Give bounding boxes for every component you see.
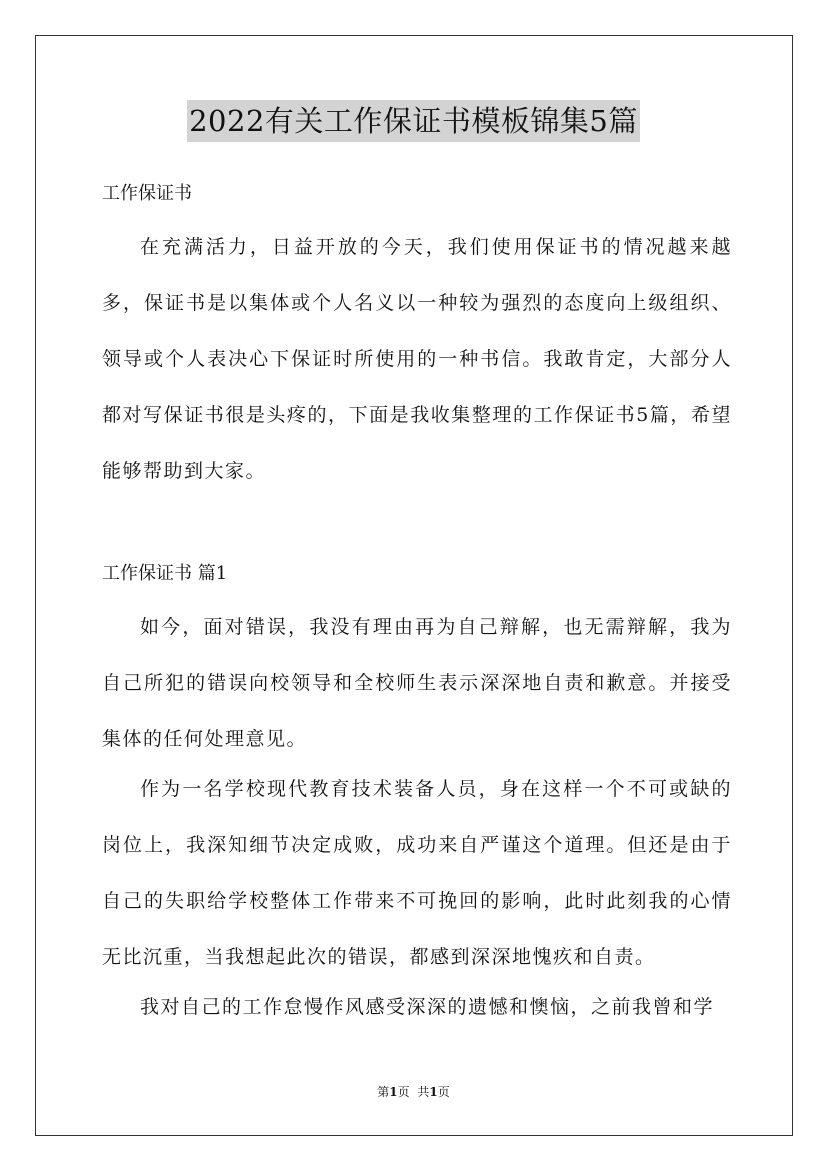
section1-paragraph-1: 如今，面对错误，我没有理由再为自己辩解，也无需辩解，我为自己所犯的错误向校领导和全校师生表示深深地自责和歉意。并接受集体的任何处理意见。 bbox=[102, 616, 732, 750]
section1-paragraph-2: 作为一名学校现代教育技术装备人员，身在这样一个不可或缺的岗位上，我深知细节决定成败，成功来自严谨这个道理。但还是由于自己的失职给学校整体工作带来不可挽回的影响，此时此刻我的心情无比沉重，当我想起此次的错误，都感到深深地愧疚和自责。 bbox=[102, 778, 732, 968]
total-pages: 1 bbox=[429, 1085, 438, 1099]
section1-heading: 工作保证书 篇1 bbox=[102, 563, 228, 584]
total-suffix: 页 bbox=[437, 1085, 450, 1099]
document-title: 2022有关工作保证书模板锦集5篇 bbox=[187, 100, 640, 142]
page-prefix: 第 bbox=[377, 1085, 390, 1099]
title-container bbox=[0, 100, 827, 142]
page-suffix: 页 bbox=[397, 1085, 410, 1099]
section1-paragraph-3: 我对自己的工作怠慢作风感受深深的遗憾和懊恼，之前我曾和学 bbox=[140, 996, 715, 1018]
page-footer bbox=[0, 1084, 827, 1100]
total-prefix: 共 bbox=[417, 1085, 430, 1099]
intro-heading: 工作保证书 bbox=[102, 183, 192, 204]
page-number: 1 bbox=[389, 1085, 398, 1099]
intro-paragraph: 在充满活力，日益开放的今天，我们使用保证书的情况越来越多，保证书是以集体或个人名义以一种较为强烈的态度向上级组织、领导或个人表决心下保证时所使用的一种书信。我敢肯定，大部分人都对写保证书很是头疼的，下面是我收集整理的工作保证书5篇，希望能够帮助到大家。 bbox=[102, 236, 732, 482]
